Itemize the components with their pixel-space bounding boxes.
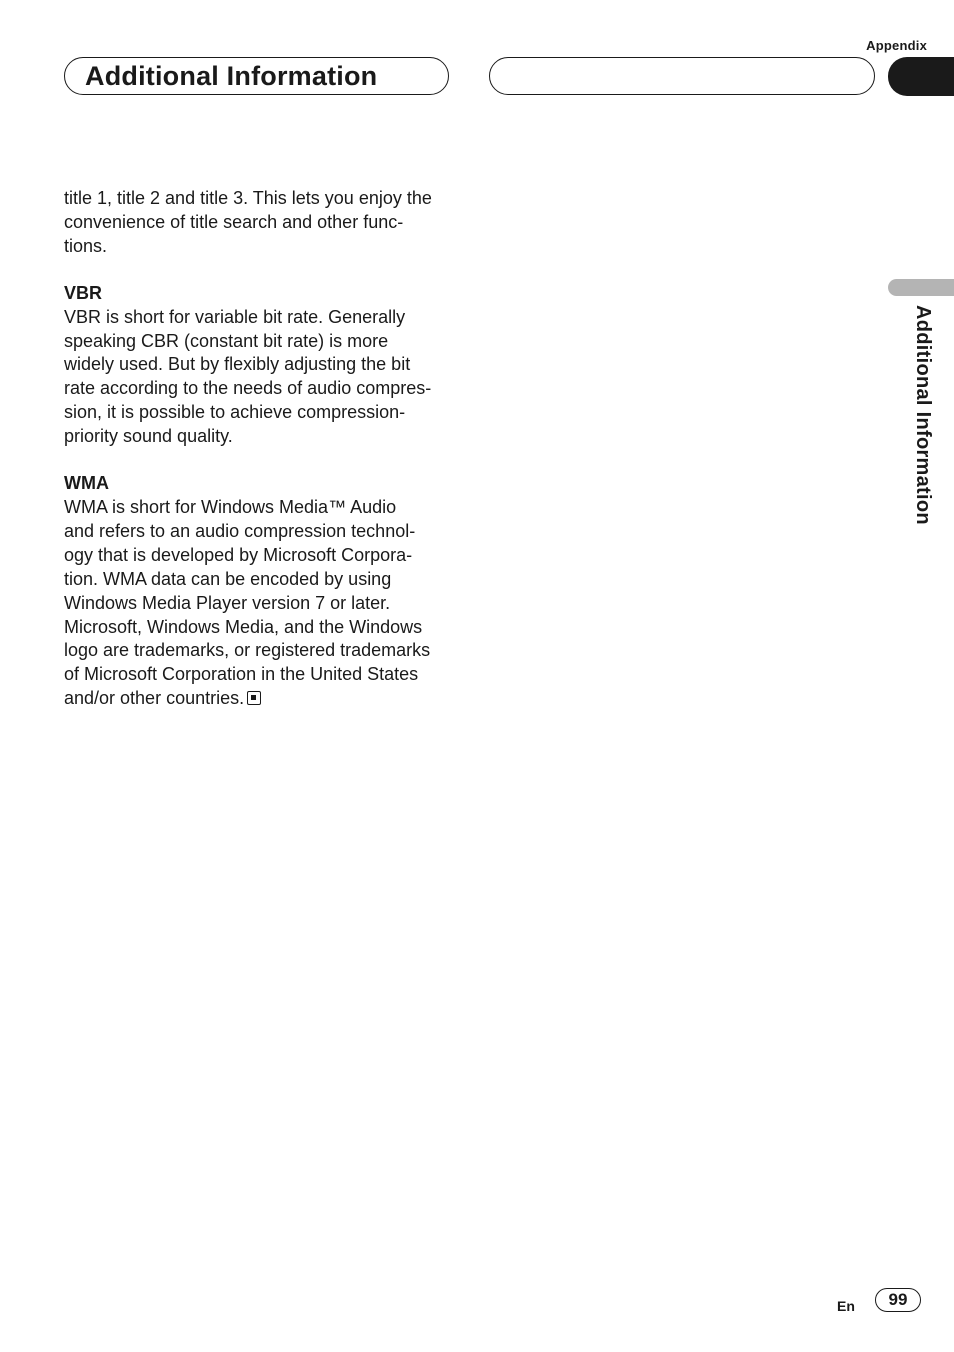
paragraph-gap: [64, 259, 449, 282]
paragraph-gap: [64, 449, 449, 472]
main-content: [64, 187, 449, 711]
vbr-body: VBR is short for variable bit rate. Generally speaking CBR (constant bit rate) is more widely used. But by flexibly adjusting the bit rate according to the needs of audio compres- sion, it is possible to achieve compression- priority sound quality.: [64, 306, 432, 447]
empty-header-box: [489, 57, 875, 95]
vbr-heading: VBR: [64, 282, 103, 303]
section-tab-marker: [888, 57, 954, 96]
intro-paragraph: title 1, title 2 and title 3. This lets you enjoy the convenience of title search and other func- tions.: [64, 188, 432, 256]
wma-heading: WMA: [64, 473, 109, 494]
appendix-label: Appendix: [866, 38, 927, 53]
side-tab-label: Additional Information: [912, 305, 934, 525]
side-tab-marker: [888, 279, 954, 296]
end-of-section-icon: [247, 691, 261, 705]
language-label: En: [837, 1298, 855, 1314]
wma-body: WMA is short for Windows Media™ Audio and refers to an audio compression technol- ogy that is developed by Microsoft Corpora- tion. WMA data can be encoded by using Windows Media Player version 7 or later. Microsoft, Windows Media, and the Windows logo are trademarks, or registered trademarks of Microsoft Corporation in the United States and/or other countries.: [64, 496, 431, 709]
page-title: Additional Information: [85, 61, 378, 91]
section-title-box: [64, 57, 449, 95]
page-number: 99: [875, 1288, 921, 1312]
